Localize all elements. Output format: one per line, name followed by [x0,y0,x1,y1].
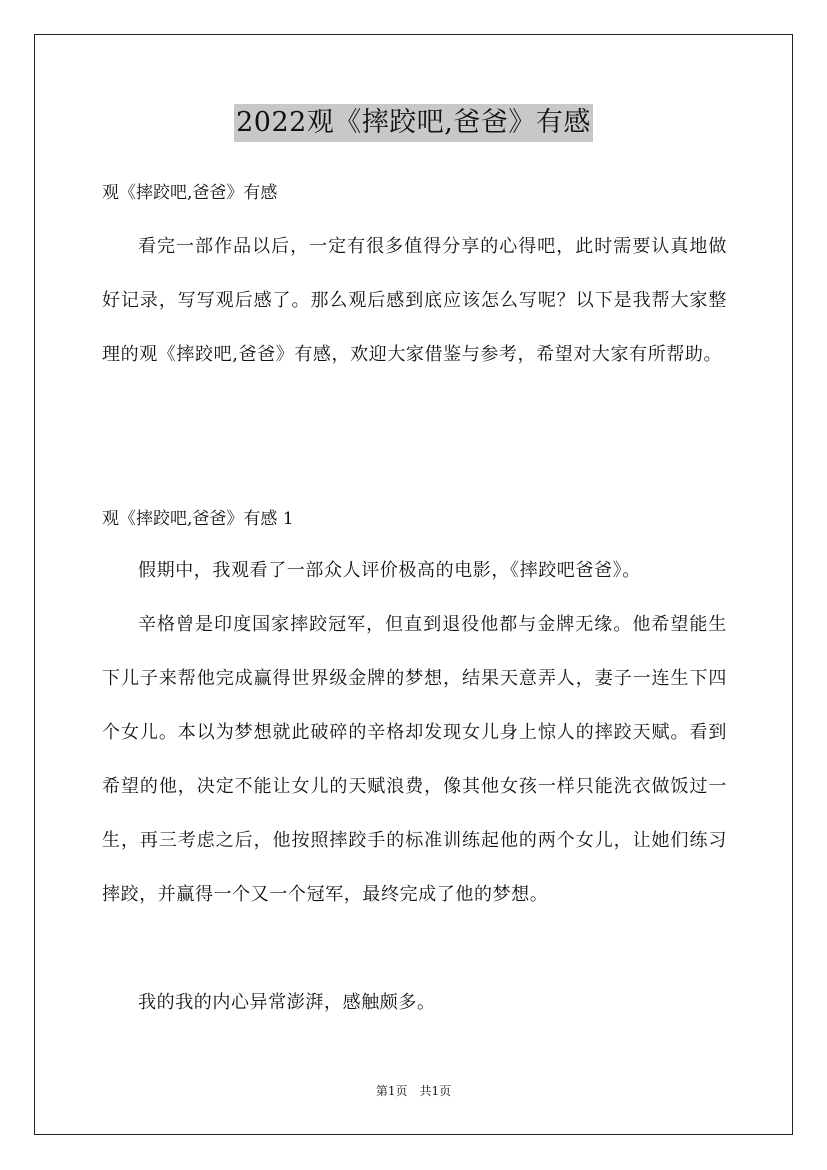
page-number: 第1页 [375,1084,408,1098]
title-container [0,104,827,142]
section-heading: 观《摔跤吧,爸爸》有感 1 [102,509,294,529]
page-footer [0,1083,827,1099]
page-total: 共1页 [419,1084,452,1098]
intro-paragraph: 看完一部作品以后，一定有很多值得分享的心得吧，此时需要认真地做好记录，写写观后感了。那么观后感到底应该怎么写呢？以下是我帮大家整理的观《摔跤吧,爸爸》有感，欢迎大家借鉴与参考，希望对大家有所帮助。 [102,236,727,365]
document-title: 2022观《摔跤吧,爸爸》有感 [234,104,593,142]
intro-heading: 观《摔跤吧,爸爸》有感 [102,183,278,203]
body-paragraph-1: 假期中，我观看了一部众人评价极高的电影，《摔跤吧爸爸》。 [138,560,641,581]
body-paragraph-2: 辛格曾是印度国家摔跤冠军，但直到退役他都与金牌无缘。他希望能生下儿子来帮他完成赢得世界级金牌的梦想，结果天意弄人，妻子一连生下四个女儿。本以为梦想就此破碎的辛格却发现女儿身上惊人的摔跤天赋。看到希望的他，决定不能让女儿的天赋浪费，像其他女孩一样只能洗衣做饭过一生，再三考虑之后，他按照摔跤手的标准训练起他的两个女儿，让她们练习摔跤，并赢得一个又一个冠军，最终完成了他的梦想。 [102,614,727,905]
body-paragraph-3: 我的我的内心异常澎湃，感触颇多。 [138,992,436,1013]
